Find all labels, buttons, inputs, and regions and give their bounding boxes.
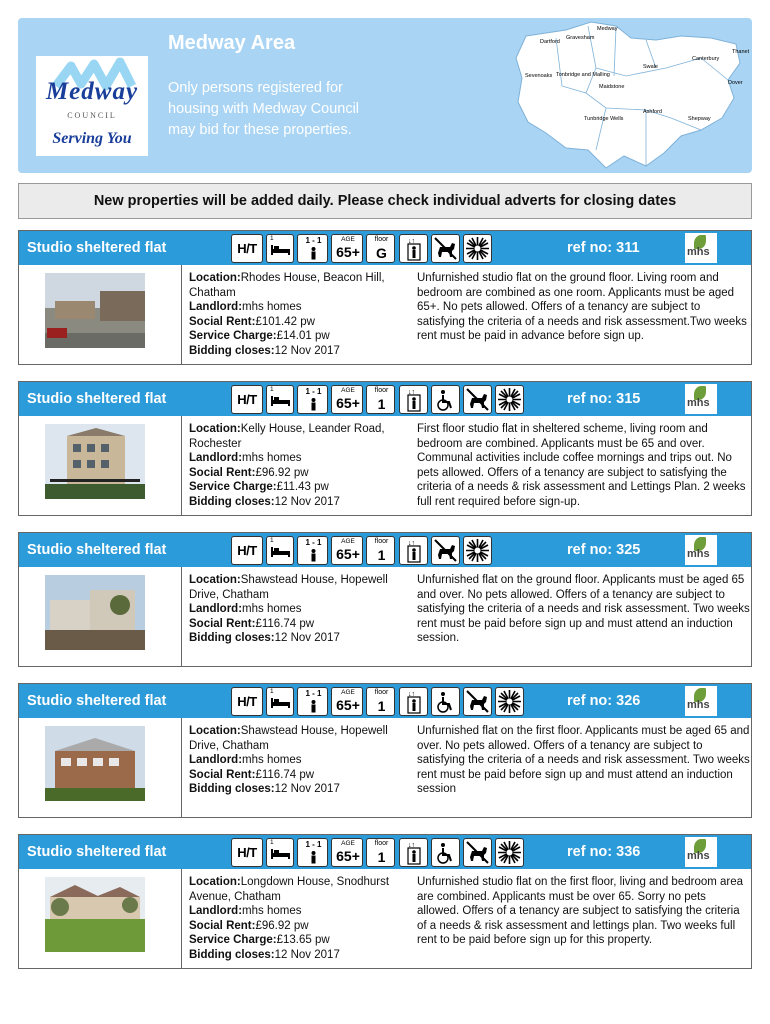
- age-label: AGE: [332, 839, 363, 848]
- eligibility-text: Only persons registered for housing with Medway Council may bid for these properties.: [168, 80, 360, 138]
- social-rent-field-label: Social Rent:: [189, 315, 256, 328]
- property-photo: [45, 726, 145, 801]
- logo-wordmark: Medway: [45, 78, 139, 105]
- floor-icon: [366, 234, 395, 263]
- bidding-closes-field-label: Bidding closes:: [189, 344, 275, 357]
- card-header: [19, 533, 751, 567]
- service-charge-field-label: Service Charge:: [189, 481, 277, 494]
- property-photo: [45, 424, 145, 499]
- notice-banner: New properties will be added daily. Please check individual adverts for closing dates: [18, 183, 752, 219]
- card-header: [19, 382, 751, 416]
- map-label: Tonbridge and Malling: [556, 72, 610, 78]
- property-card[interactable]: [18, 532, 752, 667]
- logo-tagline: Serving You: [52, 130, 132, 147]
- no-pets-icon: [431, 234, 460, 263]
- landlord-field-value: mhs homes: [242, 603, 302, 616]
- property-card[interactable]: [18, 834, 752, 969]
- occupancy-icon: [297, 385, 328, 414]
- logo-council: COUNCIL: [67, 111, 117, 120]
- service-charge-field: [189, 329, 414, 344]
- property-card[interactable]: [18, 683, 752, 818]
- mhs-text: mhs: [687, 699, 710, 711]
- social-rent-field-value: £96.92 pw: [255, 919, 309, 932]
- age-label: AGE: [332, 537, 363, 546]
- service-charge-field-value: £14.01 pw: [276, 330, 330, 343]
- bidding-closes-field-value: 12 Nov 2017: [274, 948, 340, 961]
- bidding-closes-field-label: Bidding closes:: [189, 948, 275, 961]
- occupancy-range: 1 - 1: [305, 236, 322, 245]
- landlord-field-label: Landlord:: [189, 452, 243, 465]
- map-label: Shepway: [688, 116, 711, 122]
- occupancy-range: 1 - 1: [305, 387, 322, 396]
- location-field-label: Location:: [189, 574, 241, 586]
- card-header: [19, 684, 751, 718]
- map-label: Dartford: [540, 39, 560, 45]
- floor-label: floor: [374, 538, 389, 545]
- floor-label: floor: [374, 689, 389, 696]
- property-card[interactable]: [18, 230, 752, 365]
- occupancy-icon: [297, 234, 328, 263]
- floor-value: 1: [377, 698, 386, 714]
- bidding-closes-field-value: 12 Nov 2017: [274, 495, 340, 508]
- floor-icon: [366, 536, 395, 565]
- bidding-closes-field-label: Bidding closes:: [189, 783, 275, 796]
- social-rent-field-label: Social Rent:: [189, 617, 256, 630]
- bidding-closes-field: [189, 495, 414, 510]
- age-restriction-icon: [331, 536, 363, 565]
- mhs-text: mhs: [687, 850, 710, 862]
- sheltered-scheme-icon: [463, 536, 492, 565]
- floor-value: 1: [377, 849, 386, 865]
- map-label: Medway: [597, 26, 618, 32]
- map-label: Ashford: [643, 109, 662, 115]
- property-description: Unfurnished flat on the first floor. Applicants must be aged 65 and over. No pets allowed. Offers of a tenancy are subject to satisfying the criteria of a needs and risk assessment. Two weeks rent must be paid before sign up and must attend an induction session: [417, 725, 750, 796]
- bedroom-icon: [266, 536, 294, 565]
- service-charge-field: [189, 933, 414, 948]
- bedroom-count: 1: [270, 235, 274, 242]
- bidding-closes-field-label: Bidding closes:: [189, 632, 275, 645]
- occupancy-range: 1 - 1: [305, 689, 322, 698]
- map-label: Gravesham: [566, 35, 595, 41]
- location-field: [189, 422, 414, 451]
- location-field: [189, 724, 414, 753]
- bidding-closes-field-value: 12 Nov 2017: [274, 344, 340, 357]
- property-description: Unfurnished studio flat on the first floor, living and bedroom area are combined. Applicants must be over 65. Sorry no pets allowed. Offers of a tenancy are subject to satisfying the criteria of a needs & risk assessment and lettings plan. Two weeks full rent to be paid before sign up for this property.: [417, 876, 744, 947]
- mhs-homes-logo: [685, 837, 717, 867]
- occupancy-range: 1 - 1: [305, 538, 322, 547]
- reference-number: ref no: 311: [567, 240, 640, 256]
- mhs-homes-logo: [685, 233, 717, 263]
- bidding-closes-field-label: Bidding closes:: [189, 495, 275, 508]
- house-type-icon: H/T: [231, 385, 263, 414]
- landlord-field: [189, 300, 414, 315]
- svg-text:↓↑: ↓↑: [408, 389, 415, 396]
- bedroom-icon: [266, 838, 294, 867]
- reference-number: ref no: 326: [567, 693, 641, 709]
- landlord-field-value: mhs homes: [242, 905, 302, 918]
- location-field-value: Shawstead House, Hopewell Drive, Chatham: [189, 725, 388, 752]
- occupancy-icon: [297, 687, 328, 716]
- property-details: [189, 271, 414, 359]
- location-field-value: Rhodes House, Beacon Hill, Chatham: [189, 272, 385, 299]
- divider: [181, 869, 182, 968]
- page-title: Medway Area: [168, 32, 296, 54]
- bedroom-count: 1: [270, 386, 274, 393]
- reference-number: ref no: 336: [567, 844, 641, 860]
- property-type: Studio sheltered flat: [27, 542, 167, 558]
- landlord-field: [189, 904, 414, 919]
- age-value: 65+: [336, 244, 360, 260]
- bidding-closes-field: [189, 344, 414, 359]
- location-field-label: Location:: [189, 876, 241, 888]
- bidding-closes-field: [189, 782, 414, 797]
- floor-value: 1: [377, 396, 386, 412]
- floor-label: floor: [374, 387, 389, 394]
- mhs-text: mhs: [687, 397, 710, 409]
- social-rent-field-label: Social Rent:: [189, 466, 256, 479]
- social-rent-field-value: £101.42 pw: [255, 315, 315, 328]
- house-type-icon: H/T: [231, 536, 263, 565]
- floor-icon: [366, 838, 395, 867]
- card-header: [19, 835, 751, 869]
- floor-value: G: [376, 245, 387, 261]
- bidding-closes-field-value: 12 Nov 2017: [274, 783, 340, 796]
- social-rent-field-label: Social Rent:: [189, 768, 256, 781]
- age-value: 65+: [336, 395, 360, 411]
- floor-icon: [366, 385, 395, 414]
- property-description: First floor studio flat in sheltered scheme, living room and bedroom are combined. Applicants must be 65 and over. Communal activities include coffee mornings and trips out. No pets allowed. Offers of a tenancy are subject to satisfying the criteria of a needs & risk assessment and Lettings Plan. 2 weeks full rent required before sign-up.: [417, 423, 746, 508]
- landlord-field: [189, 602, 414, 617]
- svg-text:↓↑: ↓↑: [408, 540, 415, 547]
- property-photo: [45, 877, 145, 952]
- kent-map: [496, 18, 752, 173]
- service-charge-field-value: £13.65 pw: [276, 934, 330, 947]
- map-label: Maidstone: [599, 84, 625, 90]
- location-field-label: Location:: [189, 423, 241, 435]
- location-field-label: Location:: [189, 725, 241, 737]
- landlord-field-value: mhs homes: [242, 452, 302, 465]
- age-label: AGE: [332, 386, 363, 395]
- property-type: Studio sheltered flat: [27, 391, 167, 407]
- mhs-homes-logo: [685, 535, 717, 565]
- landlord-field-label: Landlord:: [189, 301, 243, 314]
- location-field: [189, 271, 414, 300]
- divider: [181, 567, 182, 666]
- floor-icon: [366, 687, 395, 716]
- social-rent-field: [189, 617, 414, 632]
- landlord-field-value: mhs homes: [242, 301, 302, 314]
- svg-text:↓↑: ↓↑: [408, 842, 415, 849]
- wheelchair-icon: [431, 838, 460, 867]
- no-pets-icon: [463, 838, 492, 867]
- location-field-label: Location:: [189, 272, 241, 284]
- service-charge-field-label: Service Charge:: [189, 934, 277, 947]
- lift-icon: [399, 838, 428, 867]
- bedroom-count: 1: [270, 537, 274, 544]
- property-description: Unfurnished studio flat on the ground floor. Living room and bedroom are combined as one room. Applicants must be aged 65+. No pets allowed. Offers of a tenancy are subject to satisfying the criteria of a needs and risk assessment.Two weeks rent must be paid in advance before sign up.: [417, 272, 747, 343]
- location-field: [189, 875, 414, 904]
- property-details: [189, 724, 414, 797]
- no-pets-icon: [463, 385, 492, 414]
- age-label: AGE: [332, 688, 363, 697]
- landlord-field-label: Landlord:: [189, 603, 243, 616]
- sheltered-scheme-icon: [463, 234, 492, 263]
- social-rent-field: [189, 466, 414, 481]
- card-header: [19, 231, 751, 265]
- bedroom-icon: [266, 385, 294, 414]
- lift-icon: [399, 687, 428, 716]
- property-details: [189, 422, 414, 510]
- house-type-icon: H/T: [231, 234, 263, 263]
- map-label: Tunbridge Wells: [584, 116, 624, 122]
- social-rent-field-value: £96.92 pw: [255, 466, 309, 479]
- sheltered-scheme-icon: [495, 687, 524, 716]
- map-label: Swale: [643, 64, 658, 70]
- property-type: Studio sheltered flat: [27, 693, 167, 709]
- bedroom-count: 1: [270, 839, 274, 846]
- property-type: Studio sheltered flat: [27, 240, 167, 256]
- bidding-closes-field-value: 12 Nov 2017: [274, 632, 340, 645]
- location-field-value: Kelly House, Leander Road, Rochester: [189, 423, 385, 450]
- bidding-closes-field: [189, 948, 414, 963]
- reference-number: ref no: 315: [567, 391, 641, 407]
- landlord-field: [189, 451, 414, 466]
- social-rent-field-value: £116.74 pw: [255, 617, 315, 630]
- floor-label: floor: [374, 840, 389, 847]
- map-label: Canterbury: [692, 56, 720, 62]
- wheelchair-icon: [431, 385, 460, 414]
- location-field-value: Longdown House, Snodhurst Avenue, Chatham: [189, 876, 390, 903]
- age-restriction-icon: [331, 234, 363, 263]
- occupancy-icon: [297, 536, 328, 565]
- occupancy-icon: [297, 838, 328, 867]
- bedroom-count: 1: [270, 688, 274, 695]
- svg-text:↓↑: ↓↑: [408, 238, 415, 245]
- landlord-field: [189, 753, 414, 768]
- mhs-text: mhs: [687, 246, 710, 258]
- age-value: 65+: [336, 848, 360, 864]
- age-restriction-icon: [331, 385, 363, 414]
- no-pets-icon: [463, 687, 492, 716]
- social-rent-field-label: Social Rent:: [189, 919, 256, 932]
- age-restriction-icon: [331, 838, 363, 867]
- header-banner: [18, 18, 752, 173]
- mhs-homes-logo: [685, 686, 717, 716]
- property-photo: [45, 575, 145, 650]
- sheltered-scheme-icon: [495, 838, 524, 867]
- divider: [181, 416, 182, 515]
- social-rent-field: [189, 919, 414, 934]
- lift-icon: [399, 536, 428, 565]
- house-type-icon: H/T: [231, 687, 263, 716]
- bedroom-icon: [266, 687, 294, 716]
- landlord-field-value: mhs homes: [242, 754, 302, 767]
- property-details: [189, 573, 414, 646]
- social-rent-field: [189, 768, 414, 783]
- property-card[interactable]: [18, 381, 752, 516]
- divider: [181, 265, 182, 364]
- property-photo: [45, 273, 145, 348]
- occupancy-range: 1 - 1: [305, 840, 322, 849]
- no-pets-icon: [431, 536, 460, 565]
- age-restriction-icon: [331, 687, 363, 716]
- sheltered-scheme-icon: [495, 385, 524, 414]
- mhs-text: mhs: [687, 548, 710, 560]
- medway-council-logo: [36, 56, 148, 156]
- floor-value: 1: [377, 547, 386, 563]
- service-charge-field-value: £11.43 pw: [276, 481, 329, 494]
- service-charge-field: [189, 480, 414, 495]
- age-value: 65+: [336, 546, 360, 562]
- map-label: Dover: [728, 80, 743, 86]
- bedroom-icon: [266, 234, 294, 263]
- age-value: 65+: [336, 697, 360, 713]
- lift-icon: [399, 385, 428, 414]
- age-label: AGE: [332, 235, 363, 244]
- lift-icon: [399, 234, 428, 263]
- location-field-value: Shawstead House, Hopewell Drive, Chatham: [189, 574, 388, 601]
- divider: [181, 718, 182, 817]
- social-rent-field-value: £116.74 pw: [255, 768, 315, 781]
- property-details: [189, 875, 414, 963]
- service-charge-field-label: Service Charge:: [189, 330, 277, 343]
- floor-label: floor: [374, 236, 389, 243]
- svg-text:↓↑: ↓↑: [408, 691, 415, 698]
- map-label: Thanet: [732, 49, 750, 55]
- property-type: Studio sheltered flat: [27, 844, 167, 860]
- property-description: Unfurnished flat on the ground floor. Applicants must be aged 65 and over. No pets allowed. Offers of a tenancy are subject to satisfying the criteria of a needs and risk assessment. Two weeks rent must be paid before sign up and must attend an induction session.: [417, 574, 750, 645]
- landlord-field-label: Landlord:: [189, 905, 243, 918]
- location-field: [189, 573, 414, 602]
- landlord-field-label: Landlord:: [189, 754, 243, 767]
- mhs-homes-logo: [685, 384, 717, 414]
- map-label: Sevenoaks: [525, 73, 553, 79]
- bidding-closes-field: [189, 631, 414, 646]
- social-rent-field: [189, 315, 414, 330]
- reference-number: ref no: 325: [567, 542, 641, 558]
- wheelchair-icon: [431, 687, 460, 716]
- house-type-icon: H/T: [231, 838, 263, 867]
